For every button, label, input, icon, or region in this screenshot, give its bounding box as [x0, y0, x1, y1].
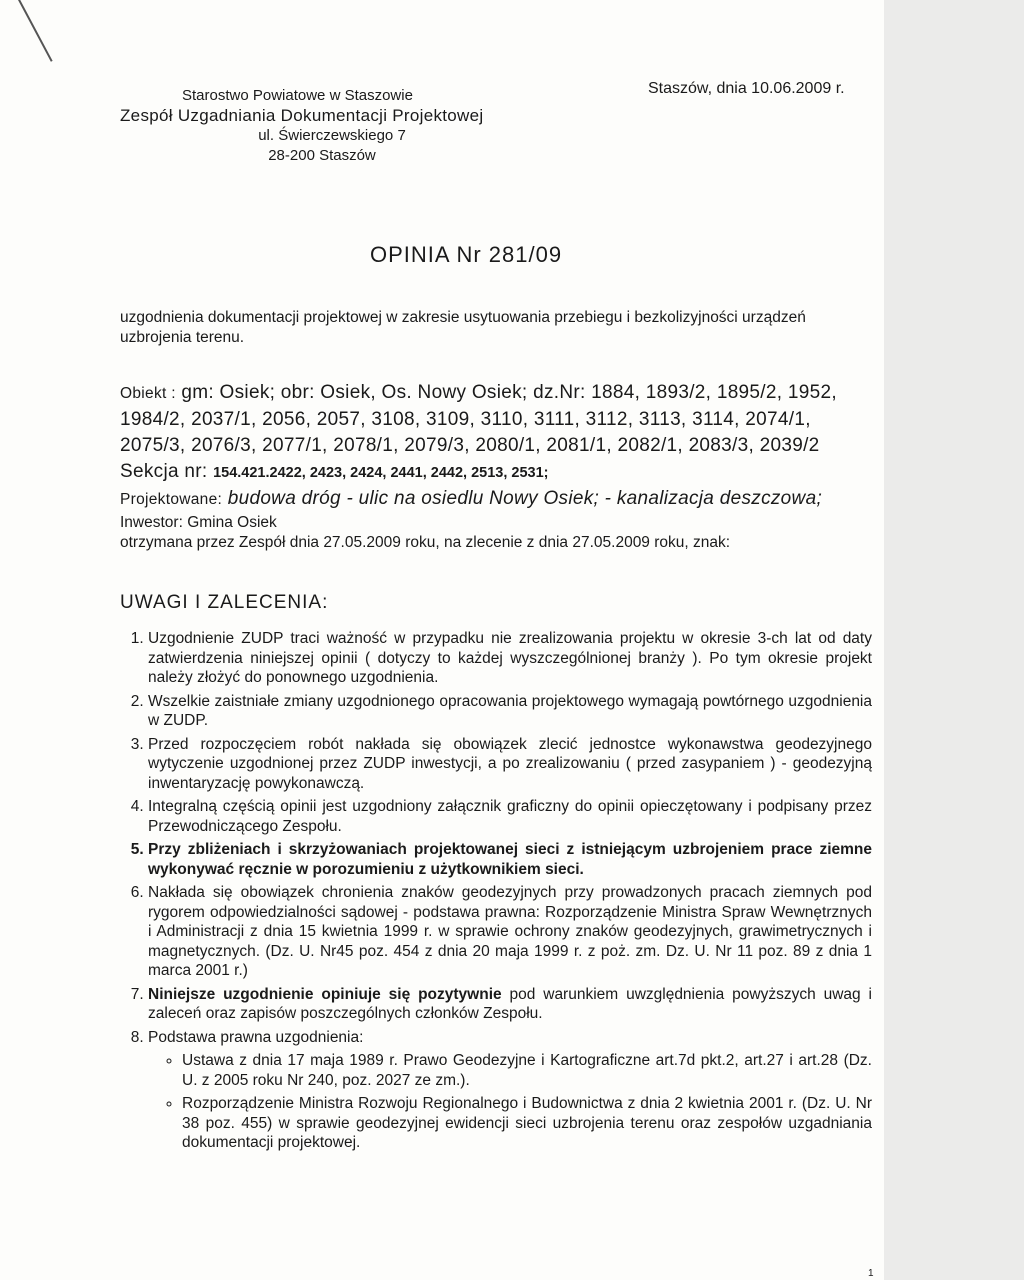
object-block: [120, 380, 872, 459]
received-line: otrzymana przez Zespół dnia 27.05.2009 roku, na zlecenie z dnia 27.05.2009 roku, znak:: [120, 534, 731, 551]
investor-line: Inwestor: Gmina Osiek: [120, 514, 277, 531]
letterhead: [120, 86, 542, 166]
remark-1: 1. Uzgodnienie ZUDP traci ważność w przypadku nie zrealizowania projektu w okresie 3-ch lat od daty zatwierdzenia niniejszej opinii ( dotyczy to każdej wyszczególnionej branży ). Po tym okresie projekt należy złożyć do ponownego uzgodnienia.: [148, 629, 872, 688]
section-value: 154.421.2422, 2423, 2424, 2441, 2442, 2513, 2531;: [213, 465, 549, 481]
street-address: ul. Świerczewskiego 7: [258, 127, 406, 144]
document-date: Staszów, dnia 10.06.2009 r.: [648, 80, 845, 97]
remark-8-text: Podstawa prawna uzgodnienia:: [148, 1028, 364, 1046]
remark-6: 6. Nakłada się obowiązek chronienia znaków geodezyjnych przy prowadzonych pracach ziemnych pod rygorem odpowiedzialności sądowej - podstawa prawna: Rozporządzenie Ministra Spraw Wewnętrznych i Administracji z dnia 15 kwietnia 1999 r. w sprawie ochrony znaków geodezyjnych, grawimetrycznych i magnetycznych. (Dz. U. Nr45 poz. 454 z dnia 20 maja 1999 r. z poż. zm. Dz. U. Nr 11 poz. 89 z dnia 1 marca 2001 r.): [148, 883, 872, 981]
legal-basis-2: ◦ Rozporządzenie Ministra Rozwoju Regionalnego i Budownictwa z dnia 2 kwietnia 2001 r. (Dz. U. Nr 38 poz. 455) w sprawie geodezyjnej ewidencji sieci uzbrojenia terenu oraz zespołów uzgadniania dokumentacji projektowej.: [182, 1094, 872, 1153]
object-label: Obiekt :: [120, 385, 176, 402]
section-line: [120, 459, 872, 486]
team-name: Zespół Uzgadniania Dokumentacji Projektowej: [120, 106, 484, 125]
remarks-heading: UWAGI I ZALECENIA:: [120, 592, 329, 613]
remark-7-bold: Niniejsze uzgodnienie opiniuje się pozytywnie: [148, 985, 502, 1003]
section-label: Sekcja nr:: [120, 461, 208, 482]
designed-value: budowa dróg - ulic na osiedlu Nowy Osiek; - kanalizacja deszczowa;: [227, 488, 823, 509]
intro-text: uzgodnienia dokumentacji projektowej w zakresie usytuowania przebiegu i bezkolizyjności urządzeń uzbrojenia terenu.: [120, 309, 806, 346]
remarks-list: [120, 629, 872, 1153]
city-address: 28-200 Staszów: [268, 147, 376, 164]
remark-7: [148, 985, 872, 1024]
remark-7-rest: pod warunkiem uwzględnienia powyższych uwag i zaleceń oraz zapisów poszczególnych członków Zespołu.: [148, 985, 872, 1022]
remark-5: 5. Przy zbliżeniach i skrzyżowaniach projektowanej sieci z istniejącym uzbrojeniem prace ziemne wykonywać ręcznie w porozumieniu z użytkownikiem sieci.: [148, 840, 872, 879]
designed-line: [120, 486, 872, 513]
legal-basis-1: ◦ Ustawa z dnia 17 maja 1989 r. Prawo Geodezyjne i Kartograficzne art.7d pkt.2, art.27 i art.28 (Dz. U. z 2005 roku Nr 240, poz. 2027 ze zm.).: [182, 1051, 872, 1090]
scan-artifact-line: [18, 0, 53, 62]
designed-label: Projektowane:: [120, 491, 223, 508]
remark-2: 2. Wszelkie zaistniałe zmiany uzgodnionego opracowania projektowego wymagają powtórnego uzgodnienia w ZUDP.: [148, 692, 872, 731]
remark-8: [148, 1028, 872, 1153]
document-title: OPINIA Nr 281/09: [370, 242, 563, 267]
office-name: Starostwo Powiatowe w Staszowie: [182, 87, 413, 104]
legal-basis-list: [148, 1051, 872, 1153]
document-body: [120, 308, 872, 1157]
remark-4: 4. Integralną częścią opinii jest uzgodniony załącznik graficzny do opinii opieczętowany i podpisany przez Przewodniczącego Zespołu.: [148, 797, 872, 836]
object-text: gm: Osiek; obr: Osiek, Os. Nowy Osiek; dz.Nr: 1884, 1893/2, 1895/2, 1952, 1984/2, 2037/1, 2056, 2057, 3108, 3109, 3110, 3111, 3112, 3113, 3114, 2074/1, 2075/3, 2076/3, 2077/1, 2078/1, 2079/3, 2080/1, 2081/1, 2082/1, 2083/3, 2039/2: [120, 382, 837, 456]
page-number: 1: [868, 1268, 874, 1279]
remark-3: 3. Przed rozpoczęciem robót nakłada się obowiązek zlecić jednostce wykonawstwa geodezyjnego wytyczenie uzgodnionej przez ZUDP inwestycji, a po zrealizowaniu ( przed zasypaniem ) - geodezyjną inwentaryzację powykonawczą.: [148, 735, 872, 794]
